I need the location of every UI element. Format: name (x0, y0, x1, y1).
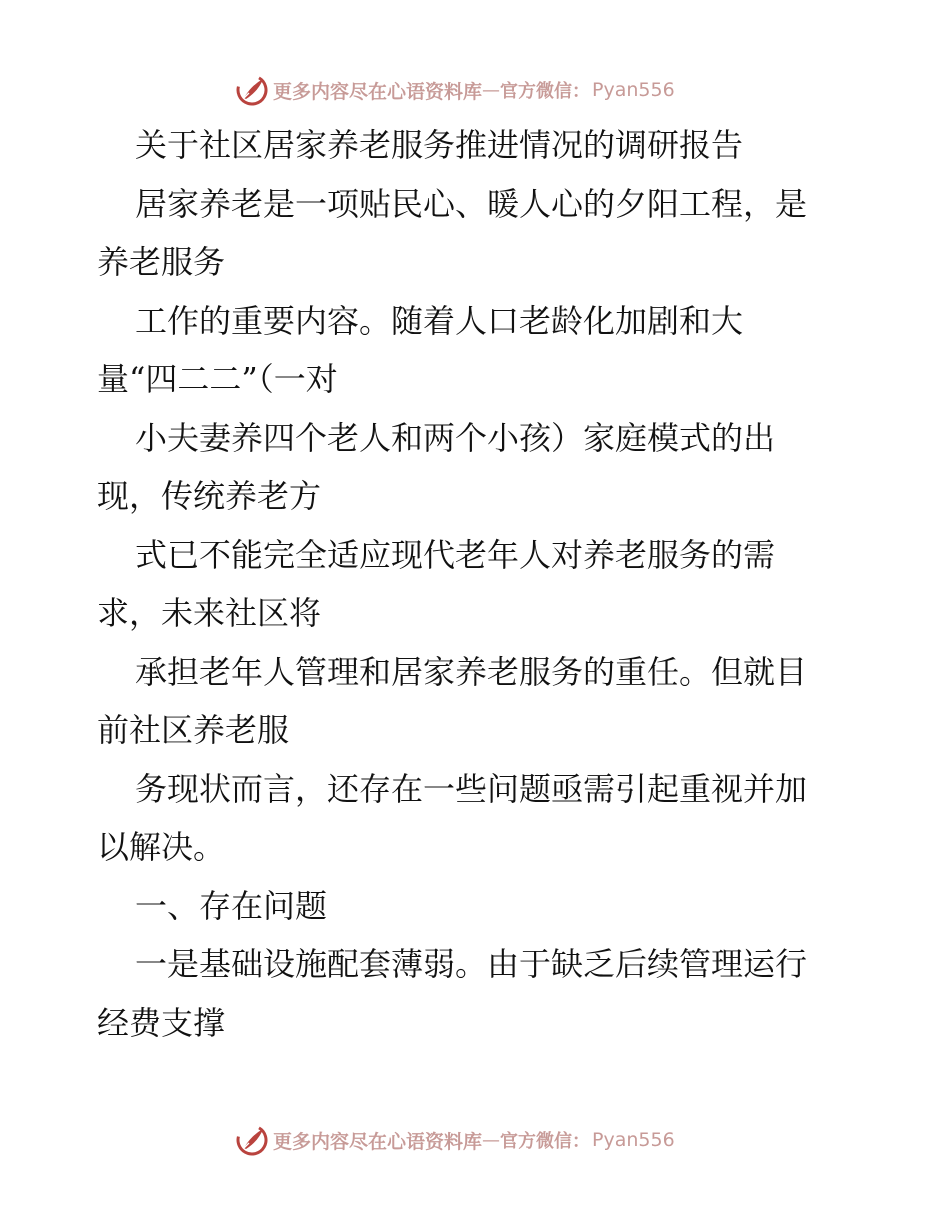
section-heading: 一、存在问题 (135, 886, 328, 925)
document-body (97, 116, 855, 1052)
footer-watermark (235, 1123, 715, 1157)
separator-dash: — (482, 1129, 501, 1151)
header-watermark (235, 73, 715, 107)
brand-name: 更多内容尽在心语资料库 (273, 80, 483, 103)
body-line: 居家养老是一项贴民心、暖人心的夕阳工程，是 (135, 184, 808, 223)
wechat-label: 官方微信： (500, 81, 591, 102)
body-line: 以解决。 (97, 828, 226, 866)
body-line: 小夫妻养四个老人和两个小孩）家庭模式的出 (135, 418, 776, 457)
quill-logo-icon (235, 73, 269, 107)
body-line: 现，传统养老方 (97, 477, 322, 515)
body-line: 养老服务 (97, 243, 226, 281)
wechat-label: 官方微信： (500, 1131, 591, 1152)
wechat-id: Pyan556 (592, 79, 675, 101)
body-line: 务现状而言，还存在一些问题亟需引起重视并加 (135, 769, 808, 808)
body-line: 工作的重要内容。随着人口老龄化加剧和大 (135, 301, 744, 340)
document-title: 关于社区居家养老服务推进情况的调研报告 (135, 126, 744, 164)
quill-logo-icon (235, 1123, 269, 1157)
body-line: 前社区养老服 (97, 711, 290, 749)
brand-name: 更多内容尽在心语资料库 (273, 1130, 483, 1153)
separator-dash: — (482, 79, 501, 101)
body-line: 经费支撑 (97, 1003, 226, 1042)
body-line: 一是基础设施配套薄弱。由于缺乏后续管理运行 (135, 945, 808, 983)
body-line: 量“四二二”（一对 (97, 360, 338, 398)
body-line: 承担老年人管理和居家养老服务的重任。但就目 (135, 652, 808, 691)
body-line: 式已不能完全适应现代老年人对养老服务的需 (135, 535, 776, 574)
wechat-id: Pyan556 (592, 1129, 675, 1151)
body-line: 求，未来社区将 (97, 594, 322, 632)
